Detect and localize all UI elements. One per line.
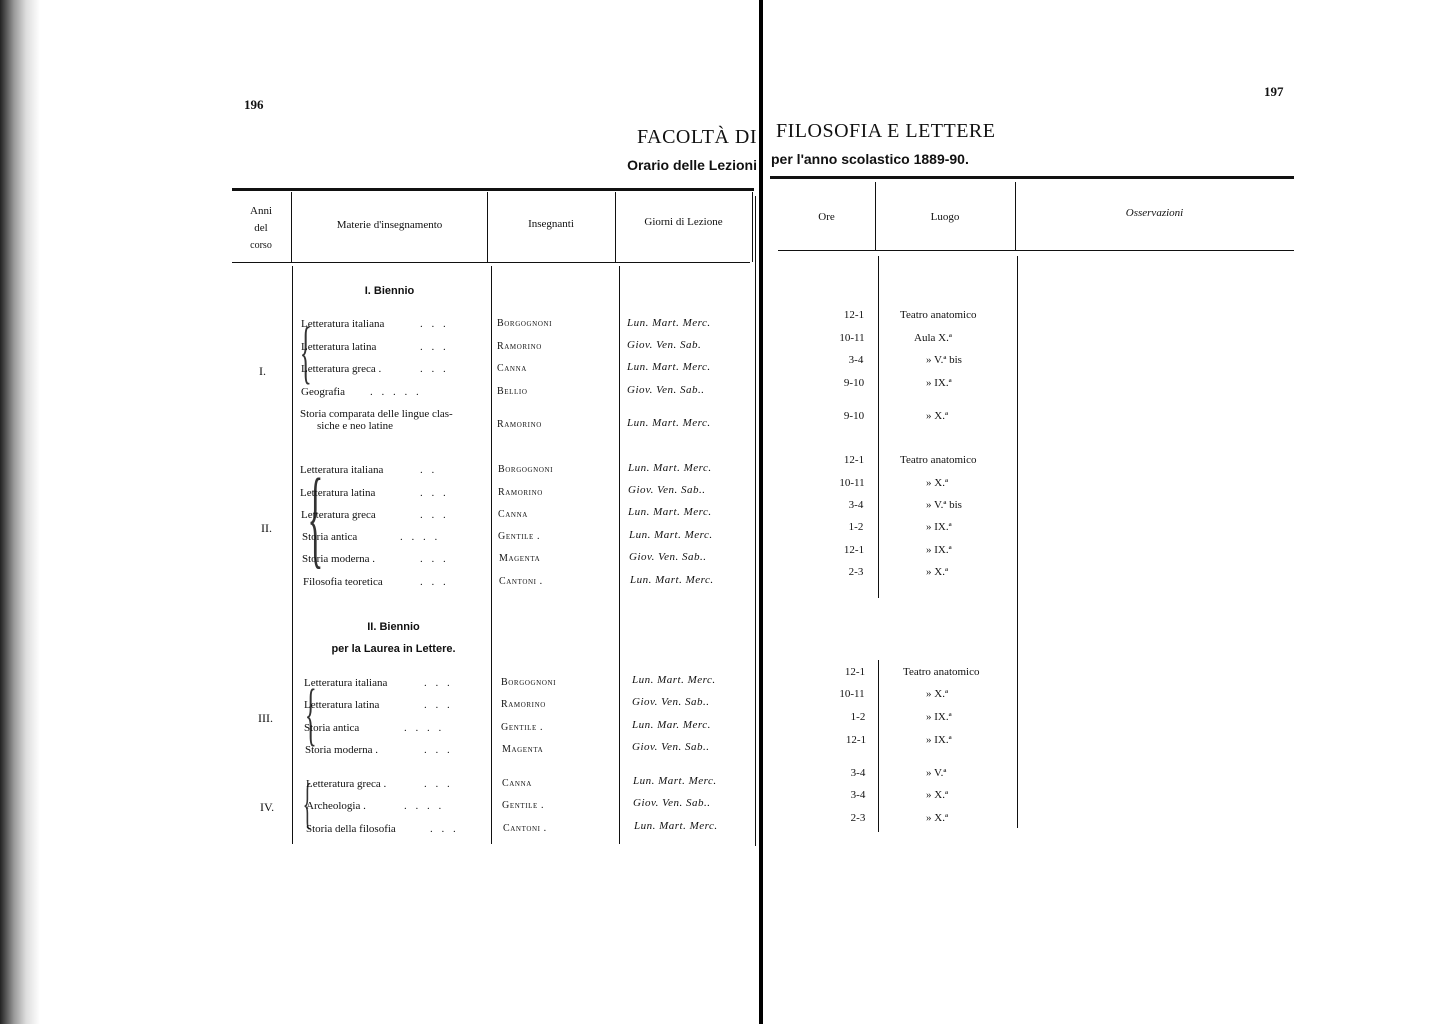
place-cell: Teatro anatomico <box>900 454 977 466</box>
days-cell: Giov. Ven. Sab. <box>627 339 702 351</box>
top-rule-right <box>770 176 1294 179</box>
place-cell: » V.ª <box>926 767 947 779</box>
col-divider <box>878 660 879 832</box>
dot-leader: . . . <box>420 576 449 588</box>
col-divider <box>755 196 756 846</box>
subtitle-left: Orario delle Lezioni <box>627 157 757 173</box>
teacher-cell: Ramorino <box>497 419 542 430</box>
teacher-cell: Ramorino <box>501 699 546 710</box>
header-rule-right <box>778 250 1294 251</box>
place-cell: Teatro anatomico <box>900 309 977 321</box>
place-cell: » IX.ª <box>926 544 952 556</box>
hours-cell: 12-1 <box>843 454 865 466</box>
col-divider <box>491 266 492 844</box>
hours-cell: 9-10 <box>843 377 865 389</box>
subject-cell-continued: siche e neo latine <box>317 420 394 432</box>
teacher-cell: Borgognoni <box>497 318 553 329</box>
dot-leader: . . . <box>420 553 449 565</box>
subject-cell: Letteratura greca . <box>301 363 382 375</box>
subject-cell: Letteratura italiana <box>300 464 384 476</box>
days-cell: Lun. Mart. Merc. <box>632 674 716 686</box>
days-cell: Giov. Ven. Sab.. <box>629 551 707 563</box>
teacher-cell: Cantoni . <box>503 823 547 834</box>
subject-cell: Letteratura greca . <box>306 778 387 790</box>
place-cell: » X.ª <box>926 688 948 700</box>
dot-leader: . . <box>420 464 438 476</box>
teacher-cell: Borgognoni <box>501 677 557 688</box>
days-cell: Lun. Mart. Merc. <box>628 506 712 518</box>
days-cell: Lun. Mart. Merc. <box>627 417 711 429</box>
year-brace: { <box>302 773 313 835</box>
scan-binding-edge <box>0 0 40 1024</box>
year-label: II. <box>261 521 272 535</box>
year-label: III. <box>258 711 273 725</box>
place-cell: » IX.ª <box>926 734 952 746</box>
teacher-cell: Cantoni . <box>499 576 543 587</box>
place-cell: » X.ª <box>926 410 948 422</box>
hours-cell: 2-3 <box>850 812 866 824</box>
subject-cell: Letteratura italiana <box>304 677 388 689</box>
hours-cell: 3-4 <box>850 789 866 801</box>
hours-cell: 3-4 <box>850 767 866 779</box>
days-cell: Lun. Mart. Merc. <box>633 775 717 787</box>
days-cell: Lun. Mart. Merc. <box>628 462 712 474</box>
hours-cell: 12-1 <box>843 309 865 321</box>
hours-cell: 3-4 <box>848 354 864 366</box>
place-cell: » IX.ª <box>926 377 952 389</box>
dot-leader: . . . <box>430 823 459 835</box>
subject-cell: Storia moderna . <box>305 744 379 756</box>
year-brace: { <box>304 676 317 753</box>
subject-cell: Storia comparata delle lingue clas- <box>300 408 453 420</box>
dot-leader: . . . . <box>400 531 441 543</box>
hours-cell: 1-2 <box>850 711 866 723</box>
teacher-cell: Bellio <box>497 386 528 397</box>
subject-cell: Letteratura latina <box>300 487 376 499</box>
year-label: I. <box>259 364 266 378</box>
days-cell: Giov. Ven. Sab.. <box>633 797 711 809</box>
teacher-cell: Ramorino <box>497 341 542 352</box>
hours-cell: 3-4 <box>848 499 864 511</box>
dot-leader: . . . <box>420 318 449 330</box>
hours-cell: 10-11 <box>839 332 865 344</box>
subject-cell: Geografia <box>301 386 345 398</box>
subject-cell: Storia della filosofia <box>306 823 396 835</box>
subject-cell: Letteratura latina <box>304 699 380 711</box>
dot-leader: . . . . . <box>370 386 422 398</box>
page-divider <box>759 0 763 1024</box>
header-anni-line: Anni <box>250 205 272 217</box>
place-cell: Teatro anatomico <box>903 666 980 678</box>
col-divider <box>619 266 620 844</box>
days-cell: Lun. Mart. Merc. <box>627 317 711 329</box>
teacher-cell: Magenta <box>502 744 544 755</box>
days-cell: Lun. Mart. Merc. <box>630 574 714 586</box>
place-cell: » V.ª bis <box>926 499 962 511</box>
dot-leader: . . . <box>420 509 449 521</box>
hours-cell: 10-11 <box>839 688 865 700</box>
days-cell: Lun. Mart. Merc. <box>634 820 718 832</box>
year-brace: { <box>307 456 324 578</box>
hours-cell: 12-1 <box>843 544 865 556</box>
days-cell: Lun. Mar. Merc. <box>632 719 711 731</box>
subject-cell: Letteratura greca <box>301 509 376 521</box>
section-heading: II. Biennio <box>367 621 420 633</box>
teacher-cell: Ramorino <box>498 487 543 498</box>
dot-leader: . . . <box>420 487 449 499</box>
hours-cell: 2-3 <box>848 566 864 578</box>
days-cell: Giov. Ven. Sab.. <box>632 741 710 753</box>
header-rule-left <box>232 262 750 263</box>
teacher-cell: Gentile . <box>498 531 541 542</box>
header-insegnanti: Insegnanti <box>528 218 574 230</box>
hours-cell: 12-1 <box>845 734 867 746</box>
header-ore: Ore <box>818 211 835 223</box>
dot-leader: . . . <box>424 677 453 689</box>
col-divider <box>1017 256 1018 828</box>
days-cell: Giov. Ven. Sab.. <box>628 484 706 496</box>
teacher-cell: Gentile . <box>502 800 545 811</box>
section-heading: per la Laurea in Lettere. <box>331 643 456 655</box>
hours-cell: 12-1 <box>844 666 866 678</box>
subject-cell: Letteratura latina <box>301 341 377 353</box>
page-number-left: 196 <box>244 97 264 112</box>
days-cell: Giov. Ven. Sab.. <box>627 384 705 396</box>
header-materie: Materie d'insegnamento <box>336 219 443 231</box>
header-anni-line: del <box>254 222 268 234</box>
days-cell: Lun. Mart. Merc. <box>629 529 713 541</box>
subject-cell: Filosofia teoretica <box>303 576 383 588</box>
title-left: FACOLTÀ DI <box>636 126 757 148</box>
dot-leader: . . . . <box>404 722 445 734</box>
teacher-cell: Canna <box>502 778 532 789</box>
subject-cell: Letteratura italiana <box>301 318 385 330</box>
subject-cell: Storia antica <box>304 722 360 734</box>
place-cell: » X.ª <box>926 477 948 489</box>
place-cell: » X.ª <box>926 566 948 578</box>
hours-cell: 10-11 <box>839 477 865 489</box>
page-number-right: 197 <box>1264 84 1284 99</box>
place-cell: » IX.ª <box>926 521 952 533</box>
place-cell: » IX.ª <box>926 711 952 723</box>
dot-leader: . . . <box>424 744 453 756</box>
dot-leader: . . . <box>420 341 449 353</box>
subject-cell: Storia moderna . <box>302 553 376 565</box>
place-cell: » X.ª <box>926 789 948 801</box>
subject-cell: Archeologia . <box>306 800 366 812</box>
dot-leader: . . . <box>420 363 449 375</box>
days-cell: Lun. Mart. Merc. <box>627 361 711 373</box>
dot-leader: . . . <box>424 699 453 711</box>
section-heading: I. Biennio <box>364 285 415 297</box>
header-anni-line: corso <box>250 240 272 251</box>
teacher-cell: Magenta <box>499 553 541 564</box>
teacher-cell: Gentile . <box>501 722 544 733</box>
title-right: FILOSOFIA E LETTERE <box>776 120 996 142</box>
teacher-cell: Borgognoni <box>498 464 554 475</box>
year-brace: { <box>299 314 312 391</box>
header-giorni: Giorni di Lezione <box>644 216 723 228</box>
place-cell: Aula X.ª <box>914 332 952 344</box>
header-anni <box>236 203 286 254</box>
hours-cell: 1-2 <box>848 521 864 533</box>
teacher-cell: Canna <box>498 509 528 520</box>
header-luogo: Luogo <box>930 211 960 223</box>
hours-cell: 9-10 <box>843 410 865 422</box>
header-osservazioni: Osservazioni <box>1125 207 1184 219</box>
year-label: IV. <box>260 800 275 814</box>
col-divider <box>752 192 753 262</box>
teacher-cell: Canna <box>497 363 527 374</box>
col-divider <box>292 266 293 844</box>
top-rule-left <box>232 188 754 191</box>
place-cell: » X.ª <box>926 812 948 824</box>
dot-leader: . . . <box>424 778 453 790</box>
subtitle-right: per l'anno scolastico 1889-90. <box>771 151 969 167</box>
subject-cell: Storia antica <box>302 531 358 543</box>
days-cell: Giov. Ven. Sab.. <box>632 696 710 708</box>
place-cell: » V.ª bis <box>926 354 962 366</box>
dot-leader: . . . . <box>404 800 445 812</box>
